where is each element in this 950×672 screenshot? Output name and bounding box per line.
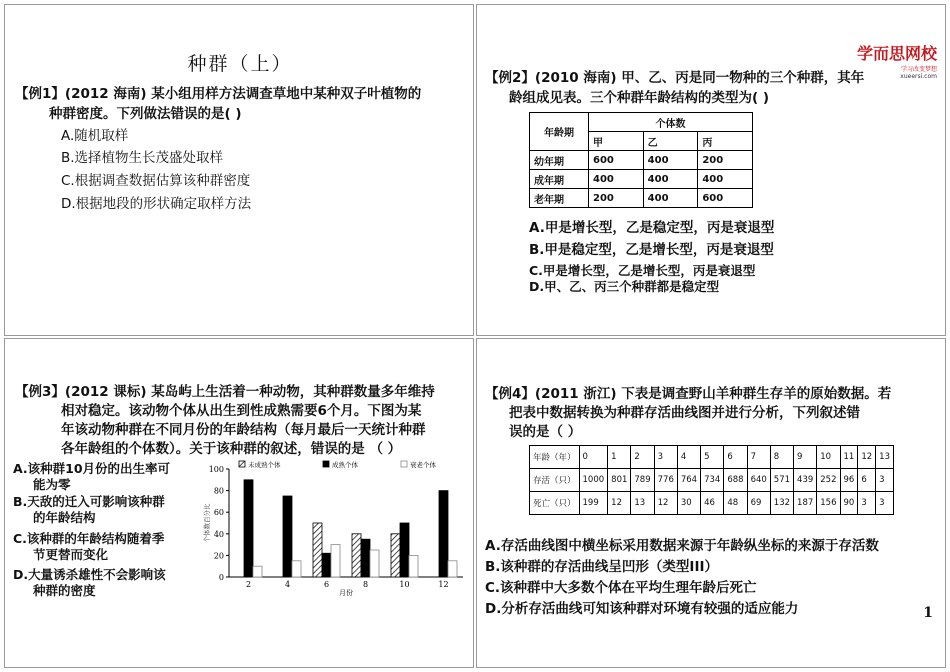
table-cell: 10: [817, 446, 840, 469]
table-cell: 600: [698, 189, 753, 208]
logo-text: 学而思网校: [856, 44, 937, 63]
page-title: 种群（上）: [187, 53, 293, 75]
bar: [352, 534, 361, 577]
option-3a-line-2: 能为零: [33, 477, 71, 492]
table-cell: 400: [643, 170, 698, 189]
table-cell: 252: [817, 469, 840, 492]
table-cell: 1000: [579, 469, 608, 492]
chart-legend: [239, 460, 437, 469]
table-cell: 5: [701, 446, 724, 469]
question-3-line-1: 【例3】(2012 课标) 某岛屿上生活着一种动物，其种群数量多年维持: [15, 384, 435, 400]
question-2-line-1: 【例2】(2010 海南) 甲、乙、丙是同一物种的三个种群，其年: [485, 70, 865, 86]
bar: [370, 550, 379, 577]
option-1c: C.根据调查数据估算该种群密度: [61, 173, 251, 189]
option-2b: B.甲是稳定型，乙是增长型，丙是衰退型: [529, 242, 774, 258]
table-cell: 8: [770, 446, 793, 469]
col-header: 甲: [589, 132, 644, 151]
table-cell: 801: [608, 469, 631, 492]
option-4d: D.分析存活曲线可知该种群对环境有较强的适应能力: [485, 601, 799, 617]
bar: [331, 545, 340, 577]
row-label: 成年期: [530, 170, 589, 189]
table-header-row: [530, 446, 894, 469]
table-cell: 200: [698, 151, 753, 170]
table-cell: 400: [589, 170, 644, 189]
table-cell: 69: [747, 492, 770, 515]
table-cell: 400: [643, 189, 698, 208]
bar: [448, 561, 457, 577]
table-cell: 90: [840, 492, 858, 515]
option-3c-line-2: 节更替而变化: [33, 547, 109, 562]
table-cell: 187: [794, 492, 817, 515]
option-3d: [13, 567, 166, 599]
table-cell: 400: [643, 151, 698, 170]
option-3a-line-1: A.该种群10月份的出生率可: [13, 461, 171, 476]
table-row: [530, 469, 894, 492]
table-cell: 9: [794, 446, 817, 469]
table-cell: 156: [817, 492, 840, 515]
table-cell: 400: [698, 170, 753, 189]
table-cell: 734: [701, 469, 724, 492]
option-3c-line-1: C.该种群的年龄结构随着季: [13, 531, 165, 546]
y-tick-label: 60: [213, 508, 224, 518]
option-2d: D.甲、乙、丙三个种群都是稳定型: [529, 279, 720, 294]
x-tick-label: 6: [323, 580, 330, 589]
option-4b: B.该种群的存活曲线呈凹形（类型III）: [485, 559, 718, 575]
row-label: 幼年期: [530, 151, 589, 170]
bar: [409, 555, 418, 577]
panel-example-2: [476, 4, 946, 336]
table-cell: 48: [724, 492, 747, 515]
option-2c: C.甲是增长型，乙是增长型，丙是衰退型: [529, 263, 756, 278]
bar: [361, 539, 370, 577]
table-cell: 12: [654, 492, 677, 515]
table-cell: 571: [770, 469, 793, 492]
logo-slogan: 学习改变梦想: [900, 66, 937, 73]
option-3a: [13, 461, 170, 493]
panel-example-4: [476, 338, 946, 668]
option-1b: B.选择植物生长茂盛处取样: [61, 150, 224, 166]
table-cell: 4: [677, 446, 700, 469]
option-3b-line-2: 的年龄结构: [33, 510, 96, 525]
table-cell: 0: [579, 446, 608, 469]
table-cell: 6: [858, 469, 876, 492]
table-cell: 12: [608, 492, 631, 515]
legend-swatch: [239, 461, 245, 467]
question-3-line-4: 各年龄组的个体数）。关于该种群的叙述，错误的是 （ ）: [61, 441, 402, 457]
option-4a: A.存活曲线图中横坐标采用数据来源于年龄纵坐标的来源于存活数: [485, 538, 879, 554]
bar: [322, 553, 331, 577]
table-cell: 11: [840, 446, 858, 469]
question-4-line-1: 【例4】(2011 浙江) 下表是调查野山羊种群生存羊的原始数据。若: [485, 386, 892, 402]
table-corner: 年龄期: [530, 113, 589, 151]
table-cell: 789: [631, 469, 654, 492]
bar: [391, 534, 400, 577]
option-3d-line-1: D.大量诱杀雄性不会影响该: [13, 567, 166, 582]
table-cell: 688: [724, 469, 747, 492]
row-label: 老年期: [530, 189, 589, 208]
question-4-line-2: 把表中数据转换为种群存活曲线图并进行分析，下列叙述错: [509, 405, 860, 421]
x-tick-label: 8: [362, 580, 369, 589]
table-cell: 30: [677, 492, 700, 515]
question-2-line-2: 龄组成见表。三个种群年龄结构的类型为( ): [509, 90, 770, 106]
x-axis-label: 月份: [339, 589, 353, 597]
option-3d-line-2: 种群的密度: [33, 583, 96, 598]
table-group-header: 个体数: [589, 113, 753, 132]
bar: [283, 496, 292, 577]
table-cell: 46: [701, 492, 724, 515]
brand-logo: [857, 41, 937, 80]
y-tick-label: 40: [213, 529, 224, 539]
table-cell: 1: [608, 446, 631, 469]
question-1-line-1: 【例1】(2012 海南) 某小组用样方法调查草地中某种双子叶植物的: [15, 86, 422, 102]
bar: [292, 561, 301, 577]
option-2a: A.甲是增长型，乙是稳定型，丙是衰退型: [529, 220, 775, 236]
row-label: 存活（只）: [530, 469, 580, 492]
table-cell: 640: [747, 469, 770, 492]
question-3-line-3: 年该动物种群在不同月份的年龄结构（每月最后一天统计种群: [61, 422, 426, 438]
y-tick-label: 80: [213, 486, 224, 496]
x-tick-label: 12: [438, 580, 449, 589]
y-tick-label: 20: [213, 551, 224, 561]
table-row: [530, 492, 894, 515]
panel-example-3: [4, 338, 474, 668]
age-structure-bar-chart: [201, 459, 471, 599]
col-header: 丙: [698, 132, 753, 151]
table-cell: 2: [631, 446, 654, 469]
question-1-line-2: 种群密度。下列做法错误的是( ): [49, 106, 242, 122]
legend-swatch: [401, 461, 407, 467]
option-3b: [13, 494, 165, 526]
table-cell: 439: [794, 469, 817, 492]
survival-data-table: [529, 445, 894, 515]
page-number: 1: [923, 605, 933, 621]
legend-label: 衰老个体: [410, 461, 436, 469]
bar: [439, 491, 448, 577]
table-cell: 3: [876, 469, 894, 492]
table-cell: 776: [654, 469, 677, 492]
table-cell: 6: [724, 446, 747, 469]
x-tick-label: 10: [399, 580, 410, 589]
bar: [244, 480, 253, 577]
y-tick-label: 0: [218, 573, 224, 582]
x-tick-label: 4: [284, 580, 291, 589]
question-4-line-3: 误的是（ ）: [509, 424, 582, 440]
col-header: 乙: [643, 132, 698, 151]
table-cell: 3: [654, 446, 677, 469]
bar: [253, 566, 262, 577]
logo-url: xueersi.com: [900, 73, 937, 80]
y-axis-label: 个体数百分比: [203, 503, 211, 543]
option-4c: C.该种群中大多数个体在平均生理年龄后死亡: [485, 580, 757, 596]
bar: [313, 523, 322, 577]
legend-label: 成熟个体: [332, 461, 358, 469]
table-cell: 13: [631, 492, 654, 515]
table-cell: 96: [840, 469, 858, 492]
age-structure-table: [529, 112, 753, 208]
row-label: 年龄（年）: [530, 446, 580, 469]
legend-label: 未成熟个体: [248, 461, 281, 469]
x-tick-label: 2: [245, 580, 252, 589]
table-cell: 132: [770, 492, 793, 515]
chart-bars: [244, 480, 457, 577]
table-cell: 199: [579, 492, 608, 515]
table-cell: 13: [876, 446, 894, 469]
option-1a: A.随机取样: [61, 128, 129, 144]
table-cell: 3: [876, 492, 894, 515]
table-cell: 200: [589, 189, 644, 208]
legend-swatch: [323, 461, 329, 467]
y-tick-label: 100: [208, 465, 224, 474]
table-cell: 12: [858, 446, 876, 469]
bar: [400, 523, 409, 577]
option-1d: D.根据地段的形状确定取样方法: [61, 196, 252, 212]
table-cell: 600: [589, 151, 644, 170]
option-3c: [13, 531, 164, 563]
question-3-line-2: 相对稳定。该动物个体从出生到性成熟需要6个月。下图为某: [61, 403, 422, 419]
table-cell: 764: [677, 469, 700, 492]
panel-example-1: [4, 4, 474, 336]
table-cell: 3: [858, 492, 876, 515]
row-label: 死亡（只）: [530, 492, 580, 515]
table-cell: 7: [747, 446, 770, 469]
option-3b-line-1: B.天敌的迁入可影响该种群: [13, 494, 165, 509]
